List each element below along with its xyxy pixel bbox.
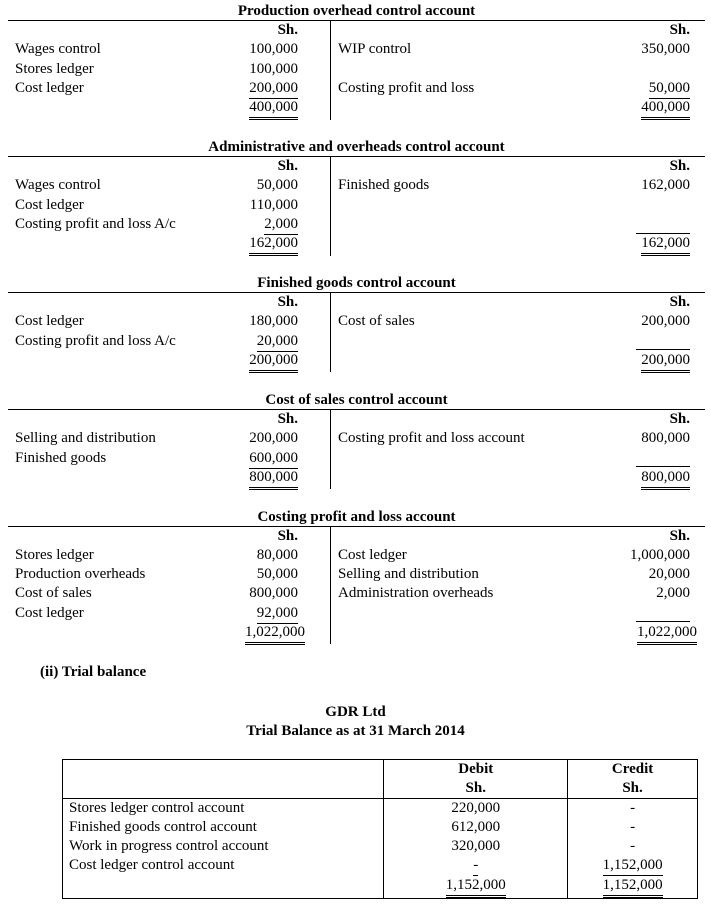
trial-balance-table xyxy=(62,759,698,899)
credit-header: Sh. xyxy=(669,528,690,544)
account-administrative-overheads xyxy=(8,138,705,256)
credit-header: Sh. xyxy=(669,411,690,427)
debit-label: Cost of sales xyxy=(15,585,92,601)
credit-label: Administration overheads xyxy=(338,585,494,601)
credit-label: Selling and distribution xyxy=(338,566,479,582)
debit-header: Sh. xyxy=(277,294,298,310)
credit-label: Cost ledger xyxy=(338,547,407,563)
credit-amount: 50,000 xyxy=(649,79,690,99)
table-cell xyxy=(63,876,384,899)
credit-amount: 200,000 xyxy=(641,313,690,329)
debit-amount: 200,000 xyxy=(249,79,298,99)
credit-total: 200,000 xyxy=(641,351,690,373)
credit-total: 800,000 xyxy=(641,468,690,490)
credit-total: 1,152,000 xyxy=(603,876,663,898)
credit-column-header: Credit xyxy=(568,760,698,780)
debit-unit: Sh. xyxy=(384,779,568,799)
account-title: Production overhead control account xyxy=(237,3,476,19)
account-title: Costing profit and loss account xyxy=(257,509,456,525)
credit-total: 1,022,000 xyxy=(637,623,697,645)
table-cell xyxy=(63,779,384,799)
debit-total: 400,000 xyxy=(249,98,298,120)
debit-label: Stores ledger xyxy=(15,547,94,563)
credit-label: Cost of sales xyxy=(338,313,415,329)
debit-column-header: Debit xyxy=(384,760,568,780)
section-heading: (ii) Trial balance xyxy=(40,664,147,680)
rule xyxy=(636,466,690,467)
debit-header: Sh. xyxy=(277,158,298,174)
debit-total: 1,152,000 xyxy=(446,876,506,898)
debit-amount: 50,000 xyxy=(256,177,298,193)
credit-header: Sh. xyxy=(669,22,690,38)
debit-label: Costing profit and loss A/c xyxy=(15,216,176,232)
account-name: Stores ledger control account xyxy=(63,799,384,819)
debit-amount: 80,000 xyxy=(256,547,298,563)
debit-total: 800,000 xyxy=(249,468,298,490)
debit-value: 612,000 xyxy=(384,818,568,837)
credit-amount: 1,000,000 xyxy=(630,547,690,563)
account-name: Finished goods control account xyxy=(63,818,384,837)
credit-label: Costing profit and loss xyxy=(338,80,475,96)
account-costing-profit-loss xyxy=(8,508,705,646)
table-cell xyxy=(63,760,384,780)
account-production-overhead xyxy=(8,2,705,120)
debit-label: Production overheads xyxy=(15,566,146,582)
account-cost-of-sales xyxy=(8,391,705,489)
debit-value: 220,000 xyxy=(384,799,568,819)
debit-label: Wages control xyxy=(15,177,101,193)
debit-label: Wages control xyxy=(15,41,101,57)
rule xyxy=(636,621,690,622)
account-title: Administrative and overheads control account xyxy=(208,139,505,155)
account-title: Cost of sales control account xyxy=(265,392,448,408)
debit-label: Selling and distribution xyxy=(15,430,156,446)
debit-amount: 50,000 xyxy=(256,566,298,582)
debit-label: Cost ledger xyxy=(15,197,84,213)
credit-label: WIP control xyxy=(338,41,412,57)
credit-value: - xyxy=(568,818,698,837)
debit-total: 200,000 xyxy=(249,351,298,373)
debit-amount: 2,000 xyxy=(264,215,298,235)
credit-total: 400,000 xyxy=(641,98,690,120)
credit-header: Sh. xyxy=(669,158,690,174)
credit-amount: 2,000 xyxy=(656,585,690,601)
debit-value: 320,000 xyxy=(384,837,568,856)
credit-unit: Sh. xyxy=(568,779,698,799)
debit-label: Stores ledger xyxy=(15,61,94,77)
table-row xyxy=(63,856,698,876)
debit-amount: 800,000 xyxy=(249,585,298,601)
debit-amount: 110,000 xyxy=(249,197,298,213)
debit-total: 162,000 xyxy=(249,234,298,256)
table-total-row xyxy=(63,876,698,899)
table-row xyxy=(63,837,698,856)
trial-balance-title: Trial Balance as at 31 March 2014 xyxy=(246,723,465,739)
debit-amount: 600,000 xyxy=(249,449,298,469)
debit-label: Cost ledger xyxy=(15,605,84,621)
rule xyxy=(636,349,690,350)
debit-amount: 100,000 xyxy=(249,61,298,77)
debit-amount: 200,000 xyxy=(249,430,298,446)
credit-label: Finished goods xyxy=(338,177,430,193)
credit-amount: 162,000 xyxy=(641,177,690,193)
credit-value: - xyxy=(568,837,698,856)
debit-header: Sh. xyxy=(277,22,298,38)
table-row xyxy=(63,799,698,819)
debit-amount: 20,000 xyxy=(257,332,298,352)
debit-amount: 180,000 xyxy=(249,313,298,329)
credit-amount: 800,000 xyxy=(641,430,690,446)
debit-total: 1,022,000 xyxy=(245,623,305,645)
debit-header: Sh. xyxy=(277,528,298,544)
table-unit-row xyxy=(63,779,698,799)
account-name: Cost ledger control account xyxy=(63,856,384,876)
table-row xyxy=(63,818,698,837)
credit-amount: 350,000 xyxy=(641,41,690,57)
debit-label: Cost ledger xyxy=(15,80,84,96)
credit-amount: 20,000 xyxy=(648,566,690,582)
debit-value: - xyxy=(473,856,478,876)
credit-label: Costing profit and loss account xyxy=(338,430,525,446)
debit-amount: 92,000 xyxy=(257,604,298,624)
debit-header: Sh. xyxy=(277,411,298,427)
credit-value: 1,152,000 xyxy=(603,856,663,876)
credit-value: - xyxy=(568,799,698,819)
account-title: Finished goods control account xyxy=(257,275,456,291)
table-header-row xyxy=(63,760,698,780)
credit-total: 162,000 xyxy=(641,234,690,256)
debit-label: Costing profit and loss A/c xyxy=(15,333,176,349)
debit-amount: 100,000 xyxy=(249,41,298,57)
credit-header: Sh. xyxy=(669,294,690,310)
company-name: GDR Ltd xyxy=(325,704,386,720)
account-name: Work in progress control account xyxy=(63,837,384,856)
debit-label: Cost ledger xyxy=(15,313,84,329)
debit-label: Finished goods xyxy=(15,450,107,466)
account-finished-goods xyxy=(8,274,705,372)
